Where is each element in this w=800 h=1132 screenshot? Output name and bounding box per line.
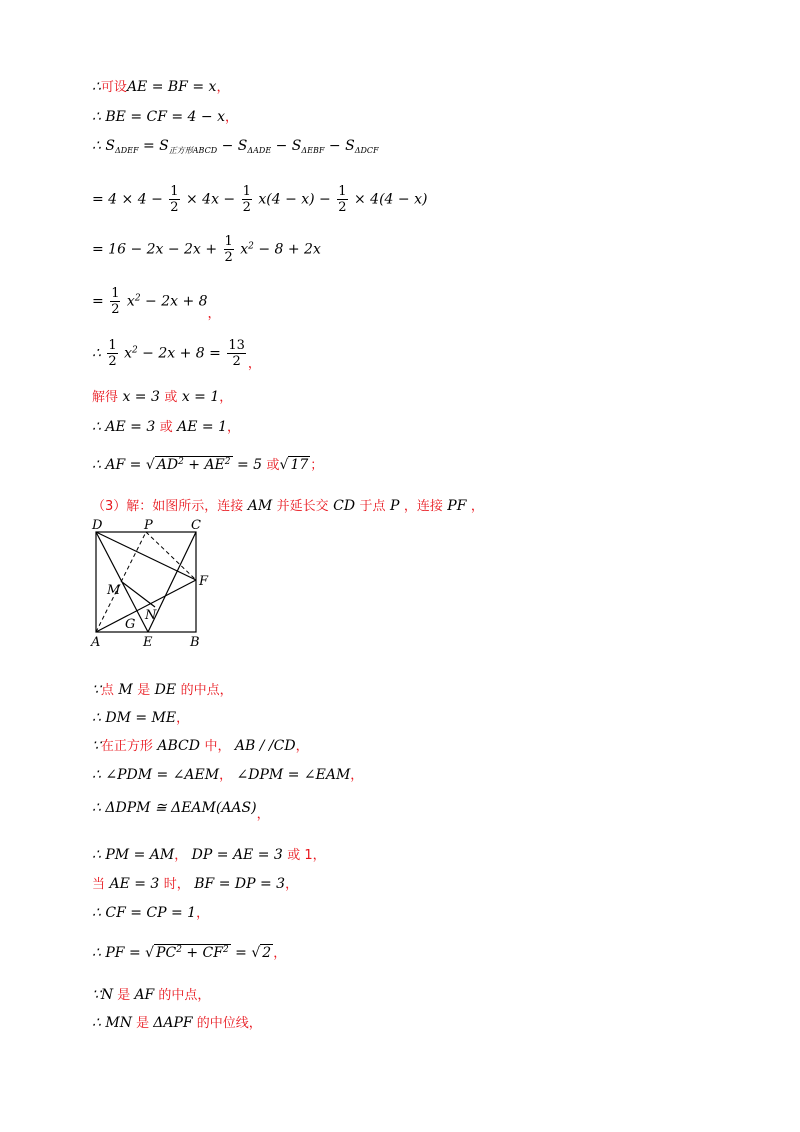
sqrt-icon: √ (145, 457, 155, 473)
denominator: 2 (338, 200, 347, 215)
punct: ， (273, 946, 287, 961)
numerator: 1 (108, 338, 117, 353)
sqrt-body: 17 (290, 457, 309, 473)
punct: ， (216, 80, 230, 95)
text-red: 可设 (100, 80, 127, 95)
math-expr: ∴ BE = CF = 4 − x (92, 109, 225, 125)
line-7 (92, 338, 261, 372)
math-part: AB / /CD (230, 738, 296, 754)
math-part: BF = DP = 3 (189, 876, 286, 892)
math-part: ∴ S (92, 138, 115, 154)
denominator: 2 (224, 250, 233, 265)
punct: ， (350, 768, 364, 783)
numerator: 1 (170, 184, 179, 199)
fraction (224, 234, 234, 265)
math-part: = S (138, 138, 169, 154)
text-red: 是 (113, 988, 135, 1003)
math-part: x (119, 345, 132, 362)
punct: ， (225, 110, 239, 125)
punct: ， (227, 420, 241, 435)
text-red: 于点 (359, 499, 386, 514)
text-red: 点 (100, 683, 114, 698)
math-part: − S (271, 138, 302, 154)
text-red: 或 (164, 390, 178, 405)
segment-mn (122, 582, 155, 607)
math-part: − 8 + 2x (253, 241, 321, 258)
line-11 (92, 495, 484, 514)
math-part: N (100, 987, 114, 1003)
line-22 (92, 1012, 262, 1031)
numerator: 1 (224, 234, 233, 249)
superscript: 2 (132, 345, 138, 356)
punct: ， (174, 848, 188, 863)
sqrt-body (155, 456, 233, 473)
denominator: 2 (232, 354, 241, 369)
math-part: ∴ ∠PDM = ∠AEM (92, 767, 220, 783)
line-20 (92, 942, 286, 961)
math-part: − S (217, 138, 248, 154)
math-part: ∴ DM = ME (92, 710, 177, 726)
text-red: （3）解：如图所示，连接 (92, 499, 244, 514)
denominator: 2 (242, 200, 251, 215)
label-a: A (91, 635, 101, 650)
text-red: 在正方形 (100, 739, 153, 754)
superscript: 2 (134, 293, 141, 304)
math-part: × 4x − (181, 191, 240, 208)
numerator: 1 (242, 184, 251, 199)
superscript: 2 (176, 945, 182, 955)
line-12 (92, 679, 233, 698)
text-red: ，连接 (403, 499, 443, 514)
text-red: 是 (131, 1016, 154, 1031)
math-part: = 4 × 4 − (92, 191, 168, 208)
math-part: × 4(4 − x) (349, 191, 428, 208)
math-part: M (113, 682, 138, 698)
math-part: ∴ ΔDPM ≅ ΔEAM(AAS) (92, 800, 257, 816)
math-part: ∴ (92, 345, 106, 362)
punct: ， (219, 390, 233, 405)
subscript: ΔDCF (354, 146, 379, 155)
math-part: ∴ AE = 3 (92, 419, 160, 435)
math-part: PF (442, 498, 471, 514)
math-part: DP = AE = 3 (187, 847, 288, 863)
fraction (169, 184, 179, 215)
text-red: 当 (92, 877, 106, 892)
line-10 (92, 454, 323, 473)
subscript: 正方形ABCD (168, 146, 218, 155)
line-19 (92, 902, 209, 921)
superscript: 2 (178, 457, 184, 467)
punct: ， (470, 499, 484, 514)
subscript: ΔEBF (301, 146, 325, 155)
math-part: − 2x + 8 (140, 293, 208, 310)
superscript: 2 (224, 457, 231, 467)
punct: ， (247, 356, 261, 372)
punct: ， (256, 807, 270, 822)
math-part: AE = 1 (172, 419, 228, 435)
label-p: P (144, 518, 153, 533)
fraction (227, 338, 246, 369)
punct: ， (295, 739, 309, 754)
math-part: PC (156, 945, 177, 961)
math-part: AD (156, 457, 179, 473)
math-part: = 16 − 2x − 2x + (92, 241, 222, 258)
line-3 (92, 138, 379, 156)
math-part: ∴ PM = AM (92, 847, 175, 863)
text-red: 或 (159, 420, 173, 435)
denominator: 2 (108, 354, 117, 369)
math-part: + CF (181, 945, 223, 961)
text-red: 或 (266, 458, 280, 473)
superscript: 2 (222, 945, 229, 955)
math-part: AM (243, 498, 277, 514)
line-5 (92, 234, 321, 265)
text-red: 的中点， (154, 988, 211, 1003)
math-part: − S (324, 138, 355, 154)
math-part: ∴ CF = CP = 1 (92, 905, 197, 921)
fraction (337, 184, 347, 215)
line-8 (92, 386, 232, 405)
numerator: 1 (338, 184, 347, 199)
math-part: CD (328, 498, 360, 514)
text-red: 的中位线， (192, 1016, 262, 1031)
label-b: B (190, 635, 200, 650)
numerator: 1 (111, 286, 120, 301)
punct: ， (196, 906, 210, 921)
math-part: ABCD (152, 738, 205, 754)
text-red: 的中点， (180, 683, 233, 698)
numerator: 13 (228, 338, 245, 353)
math-part: = (92, 293, 109, 310)
label-c: C (191, 518, 201, 533)
math-part: x (122, 293, 135, 310)
punct: ， (285, 877, 299, 892)
math-part: P (385, 498, 404, 514)
math-part: − 2x + 8 = (137, 345, 226, 362)
punct: ， (176, 711, 190, 726)
line-17 (92, 844, 326, 863)
because-symbol: ∵ (92, 682, 101, 698)
sqrt-body: 2 (262, 945, 272, 961)
text-red: 时， (163, 877, 190, 892)
line-6 (92, 286, 221, 322)
line-18 (92, 873, 298, 892)
because-symbol: ∵ (92, 738, 101, 754)
math-part: AF (134, 987, 155, 1003)
segment-pf-dashed (146, 532, 196, 580)
math-part: x = 3 (118, 389, 165, 405)
math-part: + AE (183, 457, 225, 473)
punct: ； (310, 458, 324, 473)
label-m: M (107, 583, 121, 598)
line-21 (92, 984, 210, 1003)
sqrt-icon: √ (145, 945, 155, 961)
line-9 (92, 416, 240, 435)
line-2 (92, 106, 238, 125)
sqrt-icon: √ (279, 457, 289, 473)
math-part: ∠DPM = ∠EAM (232, 767, 351, 783)
fraction (110, 286, 120, 317)
denominator: 2 (170, 200, 179, 215)
because-symbol: ∵ (92, 987, 101, 1003)
line-4 (92, 184, 427, 215)
text-red: 或 1， (287, 848, 326, 863)
math-part: x (235, 241, 249, 258)
label-d: D (92, 518, 103, 533)
line-16 (92, 800, 270, 822)
line-14 (92, 735, 309, 754)
text-red: 中， (204, 739, 231, 754)
line-15 (92, 764, 363, 783)
line-13 (92, 707, 189, 726)
fraction (242, 184, 252, 215)
label-e: E (143, 635, 153, 650)
text-red: 并延长交 (276, 499, 329, 514)
label-n: N (145, 608, 157, 623)
math-part: DE (150, 682, 181, 698)
math-part: AE = 3 (105, 876, 164, 892)
therefore-symbol: ∴ (92, 79, 101, 95)
math-part: = (230, 945, 252, 961)
geometry-figure (88, 516, 218, 650)
text-red: 是 (137, 683, 151, 698)
fraction (107, 338, 117, 369)
sqrt-icon: √ (251, 945, 261, 961)
superscript: 2 (248, 241, 254, 252)
math-part: = 5 (232, 457, 267, 473)
math-part: ΔAPF (153, 1015, 193, 1031)
math-part: x(4 − x) − (253, 191, 336, 208)
math-part: ∴ MN (92, 1015, 132, 1031)
math-part: x = 1 (177, 389, 220, 405)
punct: ， (207, 306, 221, 322)
subscript: ΔADE (247, 146, 272, 155)
math-part: ∴ PF = (92, 945, 146, 961)
math-expr: AE = BF = x (126, 79, 217, 95)
sqrt-body (154, 944, 231, 961)
denominator: 2 (111, 302, 120, 317)
label-g: G (125, 617, 136, 632)
label-f: F (199, 574, 209, 589)
punct: ， (219, 768, 233, 783)
subscript: ΔDEF (114, 146, 139, 155)
math-part: ∴ AF = (92, 457, 146, 473)
text-red: 解得 (92, 390, 119, 405)
segment-df (96, 532, 196, 580)
line-1 (92, 76, 229, 95)
